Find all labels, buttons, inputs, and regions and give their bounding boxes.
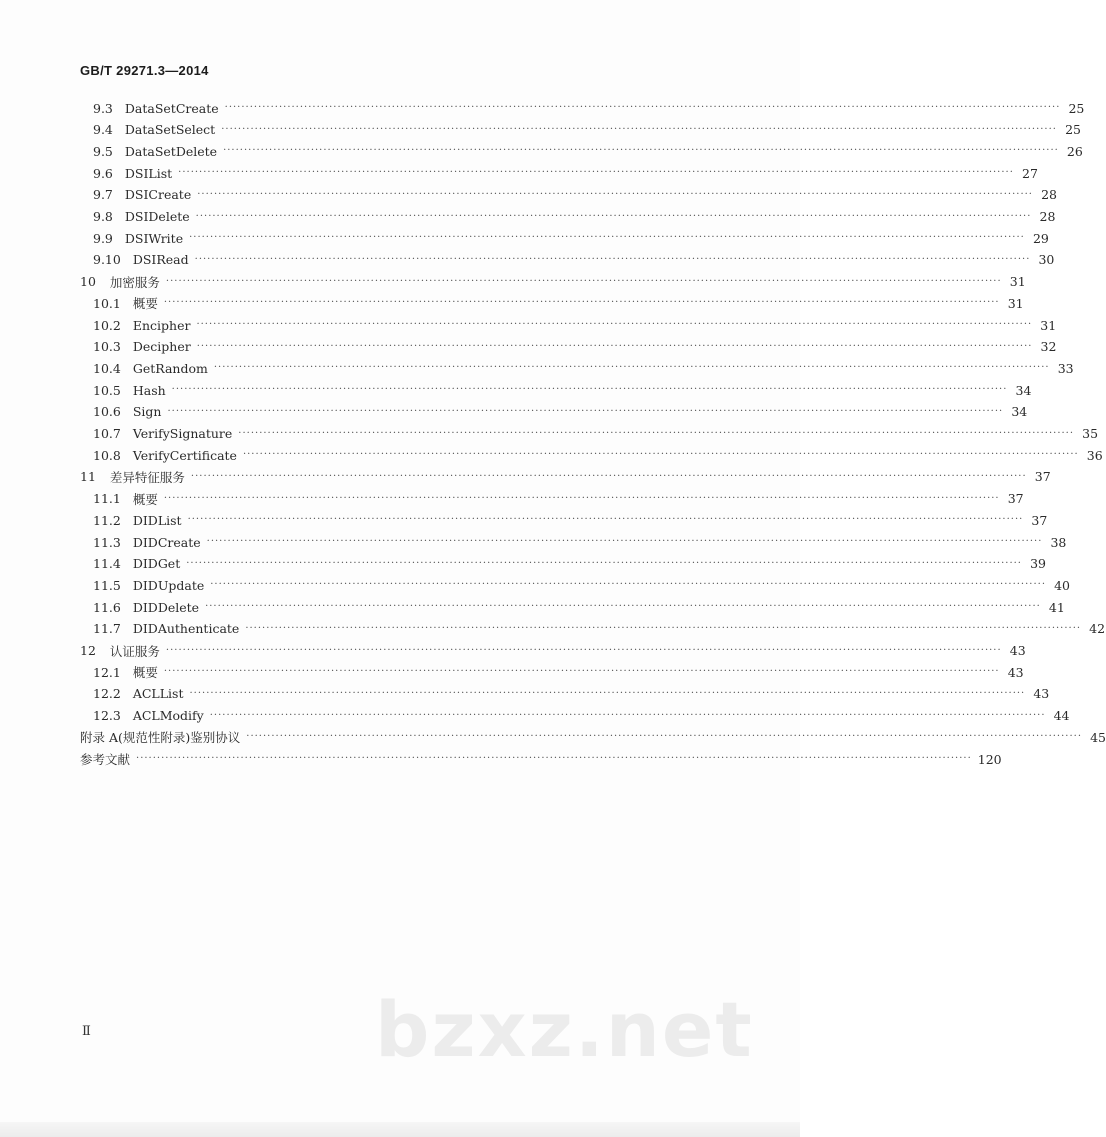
toc-entry-page: 43	[1033, 686, 1050, 702]
toc-entry-number: 12.1	[93, 664, 121, 680]
toc-entry[interactable]	[93, 315, 1057, 335]
toc-leader-dots: ········································································································································································································	[246, 731, 1083, 743]
toc-entry-page: 30	[1038, 252, 1055, 268]
toc-leader-dots: ········································································································································································································	[194, 253, 1031, 265]
toc-leader-dots: ········································································································································································································	[242, 449, 1079, 461]
toc-leader-dots: ········································································································································································································	[136, 753, 972, 764]
toc-entry-title: Decipher	[132, 339, 191, 355]
toc-entry[interactable]	[93, 706, 1070, 726]
toc-entry-number: 9.5	[93, 143, 113, 159]
toc-entry-number: 11.1	[93, 491, 121, 507]
toc-entry-title: DIDUpdate	[132, 577, 205, 593]
toc-leader-dots: ········································································································································································································	[245, 622, 1082, 634]
toc-entry[interactable]	[93, 293, 1024, 313]
toc-entry-number: 10.1	[93, 295, 121, 311]
toc-entry-title: DataSetSelect	[124, 122, 216, 138]
toc-entry[interactable]	[93, 489, 1024, 509]
toc-entry-page: 37	[1034, 469, 1051, 485]
toc-leader-dots: ········································································································································································································	[165, 275, 1002, 287]
toc-leader-dots: ········································································································································································································	[165, 644, 1002, 656]
toc-entry-number: 9.6	[93, 165, 113, 181]
toc-entry-page: 37	[1031, 512, 1048, 528]
toc-entry-number: 11.6	[93, 599, 121, 615]
toc-entry[interactable]	[93, 662, 1024, 682]
toc-entry-number: 9.3	[93, 100, 113, 116]
toc-entry-number: 9.9	[93, 230, 113, 246]
toc-entry-page: 43	[1009, 643, 1026, 658]
toc-entry[interactable]	[93, 532, 1067, 552]
toc-entry[interactable]	[93, 380, 1032, 400]
toc-entry-page: 45	[1090, 729, 1106, 745]
toc-entry[interactable]	[93, 510, 1048, 530]
toc-entry-page: 25	[1068, 100, 1085, 116]
toc-entry-title: 概要	[132, 491, 158, 507]
toc-entry[interactable]	[93, 337, 1057, 357]
toc-entry-title: Encipher	[132, 317, 191, 333]
toc-entry[interactable]	[80, 727, 1106, 747]
toc-entry-title: ACLModify	[132, 708, 204, 724]
toc-leader-dots: ········································································································································································································	[171, 384, 1008, 396]
toc-entry[interactable]	[93, 120, 1081, 140]
toc-entry-title: 认证服务	[109, 643, 160, 659]
toc-entry[interactable]	[93, 575, 1070, 595]
toc-leader-dots: ········································································································································································································	[196, 319, 1033, 330]
toc-entry-number: 10.4	[93, 360, 121, 376]
toc-leader-dots: ········································································································································································································	[187, 514, 1024, 526]
toc-leader-dots: ········································································································································································································	[163, 492, 1000, 504]
toc-entry-title: DataSetCreate	[124, 100, 219, 116]
toc-entry-page: 31	[1040, 317, 1057, 333]
toc-entry-title: DSIList	[124, 165, 173, 181]
toc-entry-number: 9.7	[93, 187, 113, 203]
toc-entry[interactable]	[93, 141, 1083, 161]
toc-entry-number: 12.3	[93, 708, 121, 724]
toc-entry-number: 9.10	[93, 252, 121, 268]
toc-entry-page: 28	[1041, 187, 1057, 203]
toc-entry-number: 12	[80, 643, 96, 658]
toc-entry-title: DIDAuthenticate	[132, 621, 240, 637]
toc-leader-dots: ········································································································································································································	[221, 123, 1057, 135]
toc-entry-number: 10	[80, 274, 96, 290]
toc-entry[interactable]	[93, 207, 1056, 227]
toc-entry-page: 120	[977, 751, 1002, 767]
toc-entry[interactable]	[93, 619, 1106, 639]
toc-entry-title: DIDList	[132, 512, 182, 528]
toc-leader-dots: ········································································································································································································	[209, 709, 1046, 721]
toc-entry[interactable]	[80, 272, 1026, 292]
toc-entry-title: GetRandom	[132, 360, 208, 376]
toc-entry-title: ACLList	[132, 686, 184, 702]
toc-leader-dots: ········································································································································································································	[197, 188, 1033, 200]
toc-entry[interactable]	[93, 554, 1046, 574]
toc-entry-page: 25	[1065, 122, 1081, 138]
toc-entry-title: VerifyCertificate	[132, 447, 237, 463]
toc-entry-title: DSIWrite	[124, 230, 184, 246]
toc-entry-page: 26	[1066, 143, 1083, 159]
toc-entry-title: DSIRead	[132, 252, 189, 268]
toc-entry-number: 12.2	[93, 686, 121, 702]
toc-entry-page: 31	[1007, 295, 1024, 311]
toc-leader-dots: ········································································································································································································	[238, 427, 1075, 439]
toc-leader-dots: ········································································································································································································	[189, 687, 1026, 699]
toc-entry[interactable]	[80, 749, 1002, 769]
toc-entry-title: DIDCreate	[132, 534, 201, 550]
toc-entry-page: 31	[1009, 274, 1026, 290]
toc-entry-page: 39	[1030, 556, 1046, 572]
toc-leader-dots: ········································································································································································································	[210, 579, 1046, 591]
toc-entry-number: 10.7	[93, 426, 121, 441]
toc-entry-number: 10.8	[93, 447, 121, 463]
toc-entry-number: 10.6	[93, 404, 121, 420]
toc-entry-number: 10.3	[93, 339, 121, 355]
toc-entry-title: DataSetDelete	[124, 143, 218, 159]
toc-leader-dots: ········································································································································································································	[190, 470, 1027, 482]
toc-entry-page: 37	[1007, 491, 1024, 507]
toc-entry[interactable]	[93, 163, 1038, 183]
toc-entry-page: 34	[1015, 382, 1032, 398]
toc-entry-number: 11.4	[93, 556, 121, 572]
toc-entry-page: 38	[1050, 534, 1067, 550]
toc-entry-title: 附录 A(规范性附录)鉴别协议	[80, 730, 241, 746]
toc-entry-title: 加密服务	[109, 274, 160, 290]
toc-entry-title: DSICreate	[124, 187, 192, 203]
toc-entry-title: Hash	[132, 382, 166, 398]
toc-entry[interactable]	[80, 641, 1026, 661]
toc-entry-number: 11.5	[93, 577, 121, 593]
toc-leader-dots: ········································································································································································································	[189, 232, 1025, 244]
toc-entry-title: DIDGet	[132, 556, 181, 572]
toc-entry[interactable]	[93, 424, 1099, 444]
standard-number-header: GB/T 29271.3—2014	[80, 63, 209, 78]
toc-entry-page: 35	[1082, 426, 1099, 441]
toc-entry-page: 28	[1039, 209, 1056, 224]
toc-entry-number: 11.2	[93, 512, 121, 528]
toc-leader-dots: ········································································································································································································	[178, 167, 1014, 179]
toc-entry[interactable]	[93, 185, 1057, 205]
page-bottom-edge	[0, 1122, 800, 1137]
toc-entry-title: DSIDelete	[124, 209, 190, 224]
toc-leader-dots: ········································································································································································································	[163, 297, 1000, 309]
toc-entry-number: 11	[80, 469, 96, 485]
toc-entry-page: 32	[1040, 339, 1057, 355]
toc-entry-number: 9.4	[93, 122, 113, 138]
toc-entry[interactable]	[93, 597, 1065, 617]
toc-leader-dots: ········································································································································································································	[196, 340, 1033, 352]
toc-entry-title: 差异特征服务	[109, 469, 185, 485]
toc-leader-dots: ········································································································································································································	[205, 601, 1041, 613]
toc-entry[interactable]	[93, 445, 1103, 465]
toc-entry-page: 41	[1048, 599, 1065, 615]
toc-entry-number: 11.7	[93, 621, 121, 637]
toc-entry-number: 11.3	[93, 534, 121, 550]
toc-entry[interactable]	[80, 467, 1051, 487]
toc-entry[interactable]	[93, 684, 1050, 704]
page-number-roman: Ⅱ	[82, 1024, 91, 1039]
toc-entry-number: 9.8	[93, 209, 113, 224]
toc-entry-page: 33	[1057, 360, 1074, 376]
toc-entry-title: 概要	[132, 665, 158, 681]
toc-entry-page: 43	[1007, 664, 1024, 680]
toc-entry-number: 10.5	[93, 382, 121, 398]
toc-entry[interactable]	[93, 402, 1028, 422]
toc-leader-dots: ········································································································································································································	[195, 210, 1032, 222]
toc-entry-page: 42	[1089, 621, 1106, 637]
toc-entry-title: 参考文献	[80, 752, 131, 767]
toc-leader-dots: ········································································································································································································	[186, 557, 1022, 569]
toc-entry-title: 概要	[132, 296, 158, 312]
toc-entry-page: 27	[1022, 165, 1038, 181]
toc-leader-dots: ········································································································································································································	[167, 405, 1004, 417]
toc-entry-page: 36	[1086, 447, 1103, 463]
toc-entry[interactable]	[93, 98, 1085, 118]
toc-entry-title: VerifySignature	[132, 426, 233, 441]
toc-entry[interactable]	[93, 250, 1055, 270]
toc-leader-dots: ········································································································································································································	[213, 362, 1050, 374]
toc-entry-page: 34	[1011, 404, 1028, 420]
watermark: bzxz.net	[375, 985, 754, 1074]
toc-entry[interactable]	[93, 358, 1074, 378]
toc-leader-dots: ········································································································································································································	[206, 536, 1043, 547]
toc-entry[interactable]	[93, 228, 1049, 248]
toc-entry-number: 10.2	[93, 317, 121, 333]
toc-entry-title: DIDDelete	[132, 599, 200, 615]
toc-entry-page: 44	[1053, 708, 1070, 724]
toc-leader-dots: ········································································································································································································	[163, 666, 1000, 678]
toc-leader-dots: ········································································································································································································	[224, 102, 1061, 113]
toc-leader-dots: ········································································································································································································	[223, 145, 1059, 157]
toc-entry-title: Sign	[132, 404, 162, 420]
toc-entry-page: 40	[1054, 577, 1070, 593]
toc-entry-page: 29	[1032, 230, 1049, 246]
